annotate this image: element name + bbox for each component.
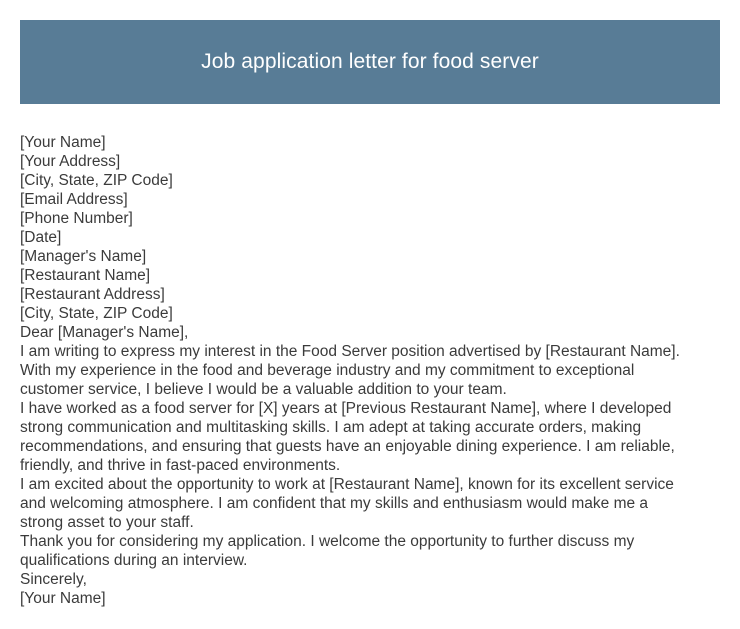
sender-name: [Your Name] [20, 134, 106, 151]
restaurant-city-state-zip: [City, State, ZIP Code] [20, 305, 173, 322]
restaurant-name: [Restaurant Name] [20, 267, 151, 284]
closing: Sincerely, [20, 571, 87, 588]
sender-address: [Your Address] [20, 153, 121, 170]
recipient-name: [Manager's Name] [20, 248, 147, 265]
paragraph-line: friendly, and thrive in fast-paced environments. [20, 457, 341, 474]
letter-body [20, 133, 720, 608]
paragraph-line: Thank you for considering my application. I welcome the opportunity to further discuss my [20, 533, 635, 550]
paragraph-line: customer service, I believe I would be a valuable addition to your team. [20, 381, 507, 398]
paragraph-line: With my experience in the food and beverage industry and my commitment to exceptional [20, 362, 635, 379]
paragraph-line: strong asset to your staff. [20, 514, 194, 531]
page-title: Job application letter for food server [201, 50, 539, 73]
paragraph-line: recommendations, and ensuring that guests have an enjoyable dining experience. I am reliable, [20, 438, 675, 455]
paragraph-line: I have worked as a food server for [X] years at [Previous Restaurant Name], where I developed [20, 400, 672, 417]
signature-name: [Your Name] [20, 590, 106, 607]
letter-date: [Date] [20, 229, 62, 246]
sender-city-state-zip: [City, State, ZIP Code] [20, 172, 173, 189]
paragraph-line: I am writing to express my interest in the Food Server position advertised by [Restaurant Name]. [20, 343, 680, 360]
restaurant-address: [Restaurant Address] [20, 286, 165, 303]
header-banner [20, 20, 720, 104]
salutation: Dear [Manager's Name], [20, 324, 189, 341]
paragraph-line: qualifications during an interview. [20, 552, 248, 569]
paragraph-line: and welcoming atmosphere. I am confident that my skills and enthusiasm would make me a [20, 495, 649, 512]
sender-email: [Email Address] [20, 191, 128, 208]
sender-phone: [Phone Number] [20, 210, 133, 227]
paragraph-line: strong communication and multitasking skills. I am adept at taking accurate orders, making [20, 419, 642, 436]
paragraph-line: I am excited about the opportunity to work at [Restaurant Name], known for its excellent service [20, 476, 674, 493]
